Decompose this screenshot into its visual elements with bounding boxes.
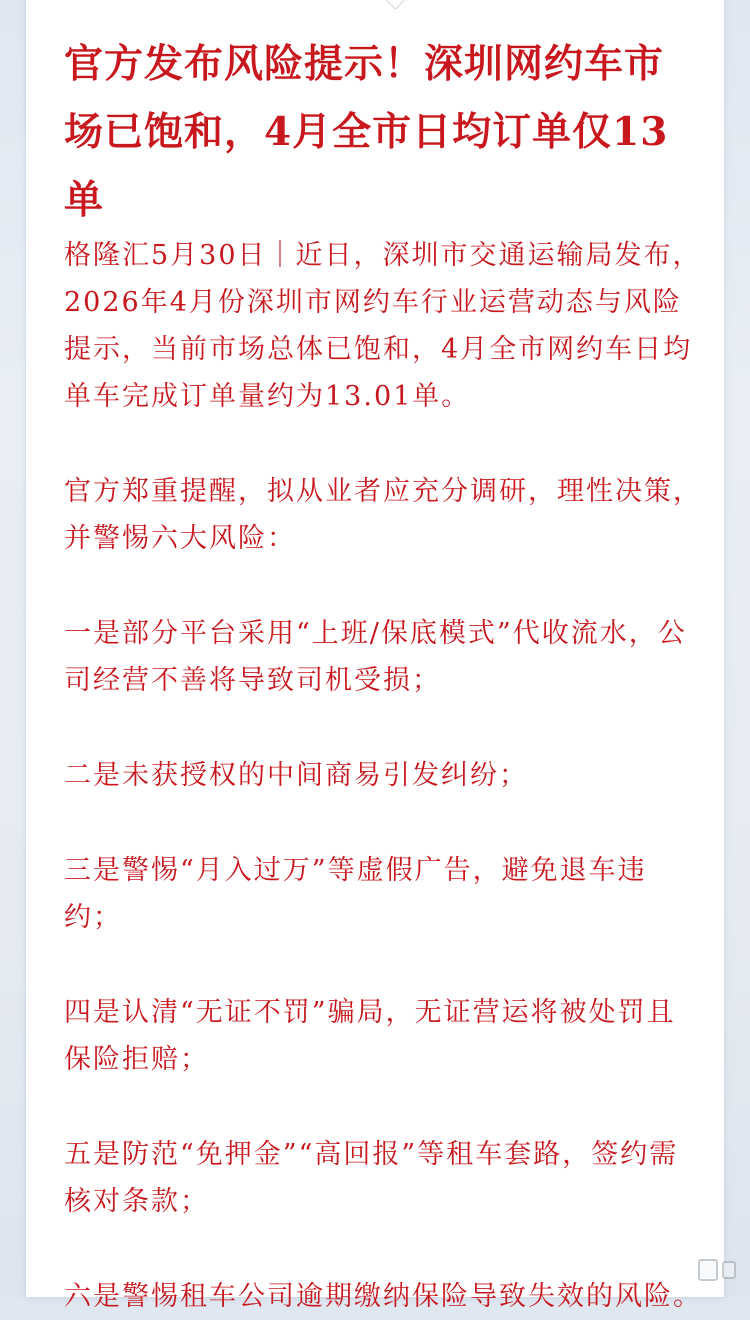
paragraph-reminder: 官方郑重提醒，拟从业者应充分调研，理性决策，并警惕六大风险：: [64, 476, 702, 554]
popup-pointer: [386, 0, 404, 10]
paragraph-risk-1: 一是部分平台采用“上班/保底模式”代收流水，公司经营不善将导致司机受损；: [64, 618, 687, 696]
paragraph-risk-5: 五是防范“免押金”“高回报”等租车套路，签约需核对条款；: [64, 1139, 679, 1217]
article-card: [26, 0, 724, 1312]
watermark-logo: [698, 1259, 736, 1281]
watermark-icon-small: [722, 1261, 736, 1279]
article-title: 官方发布风险提示！深圳网约车市场已饱和，4月全市日均订单仅13单: [64, 41, 669, 223]
paragraph-risk-4: 四是认清“无证不罚”骗局，无证营运将被处罚且保险拒赔；: [64, 997, 676, 1075]
watermark-icon: [698, 1259, 718, 1281]
paragraph-risk-3: 三是警惕“月入过万”等虚假广告，避免退车违约；: [64, 855, 647, 933]
paragraph-intro: 格隆汇5月30日｜近日，深圳市交通运输局发布，2026年4月份深圳市网约车行业运营动态与风险提示，当前市场总体已饱和，4月全市网约车日均单车完成订单量约为13.01单。: [64, 240, 702, 412]
paragraph-risk-2: 二是未获授权的中间商易引发纠纷；: [64, 760, 528, 791]
paragraph-risk-6: 六是警惕租车公司逾期缴纳保险导致失效的风险。: [64, 1281, 702, 1312]
article-body: [64, 232, 704, 1320]
